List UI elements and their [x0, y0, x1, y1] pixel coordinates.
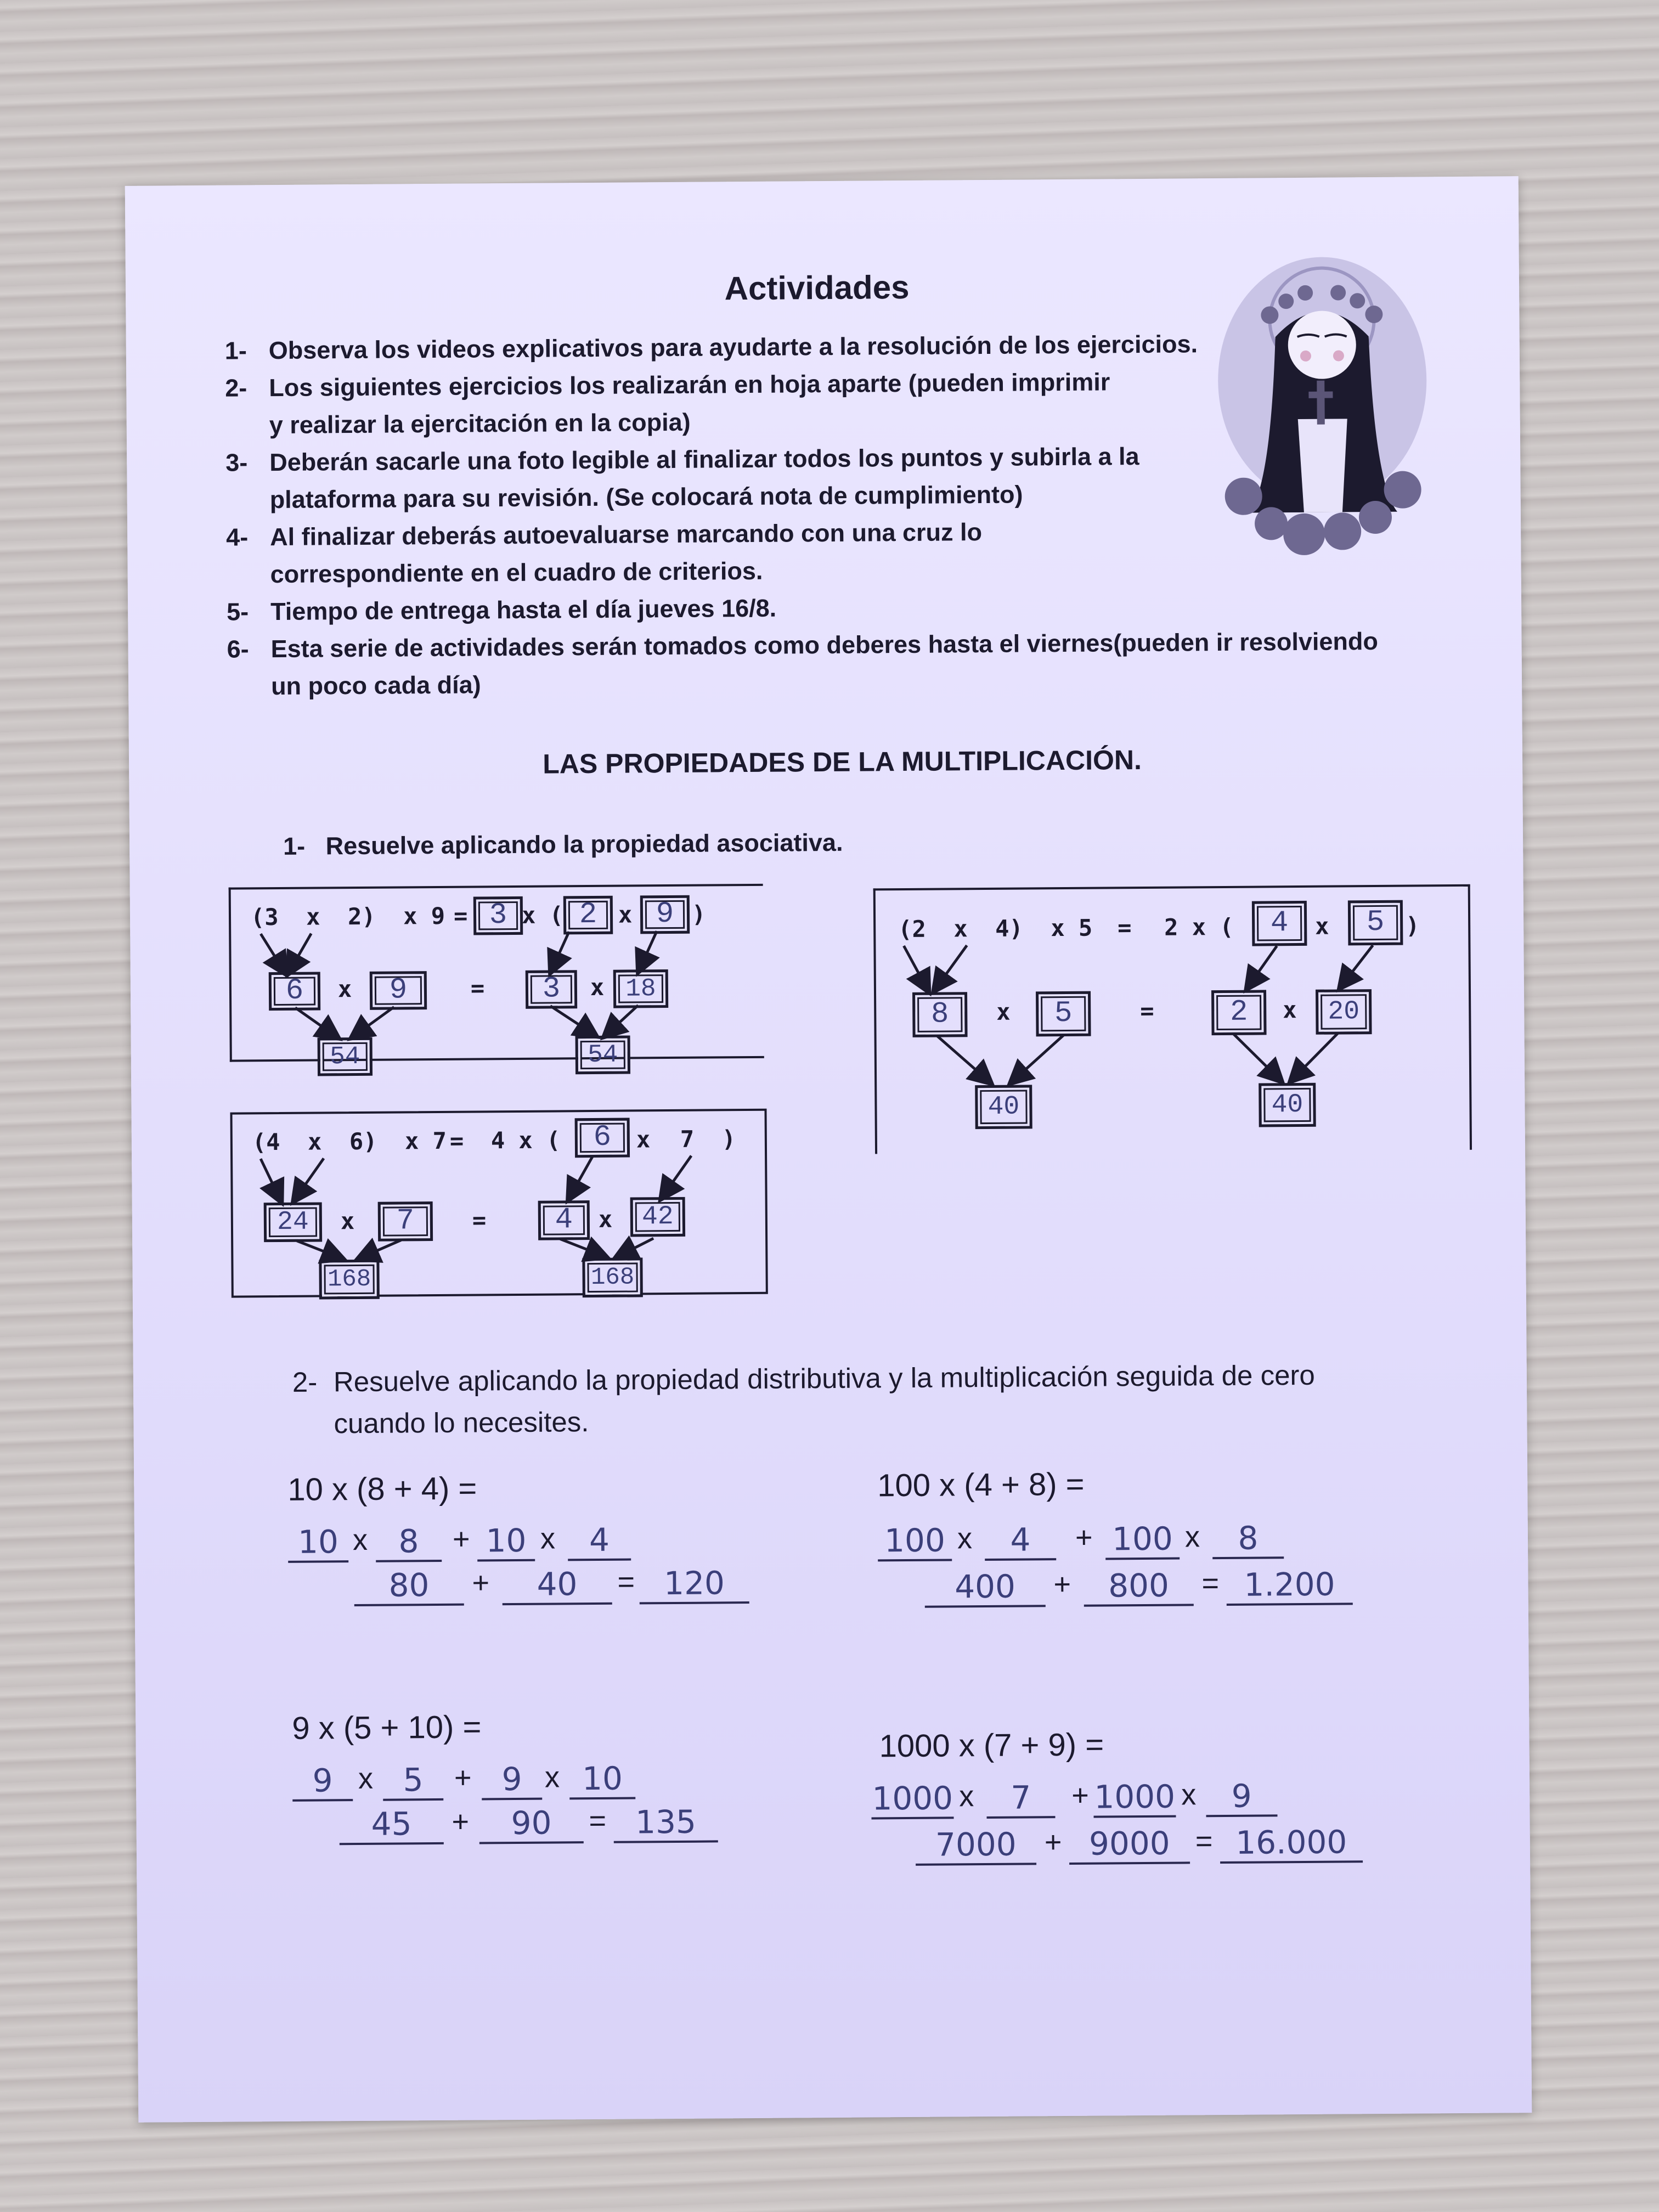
operator: + [452, 1522, 470, 1556]
expression: (3 x 2) x 9 [250, 902, 445, 931]
operator: x [337, 975, 352, 1003]
handwritten-answer: 7 [986, 1779, 1055, 1819]
operator: 2 x ( [1164, 913, 1234, 941]
operator: x [618, 901, 633, 928]
handwritten-answer: 80 [354, 1566, 464, 1606]
handwritten-answer: 45 [339, 1805, 443, 1845]
formula: 10 x (8 + 4) = [287, 1470, 477, 1508]
instruction-text: Al finalizar deberás autoevaluarse marcando con una cruz lo correspondiente en el cuadro de criterios. [270, 518, 983, 589]
answer-box: 6 [269, 972, 320, 1011]
page-title: Actividades [724, 268, 910, 307]
operator: x [959, 1780, 974, 1813]
formula: 9 x (5 + 10) = [292, 1709, 482, 1746]
operator: + [1071, 1779, 1089, 1812]
instruction-text: Observa los videos explicativos para ayudarte a la resolución de los ejercicios. [268, 330, 1198, 365]
operator: x [996, 998, 1011, 1025]
instruction-number: 5- [226, 597, 249, 626]
operator: ) [691, 900, 706, 928]
instruction-number: 2- [225, 374, 247, 402]
exercise-number: 1- [283, 832, 306, 860]
operator: 4 x ( [490, 1126, 561, 1154]
answer-box: 9 [640, 895, 690, 934]
operator: x [544, 1760, 560, 1794]
handwritten-answer: 10 [569, 1759, 635, 1799]
operator: = [589, 1804, 607, 1838]
handwritten-answer: 9 [292, 1762, 353, 1802]
instruction-text: Deberán sacarle una foto legible al finalizar todos los puntos y subirla a la plataforma para su revisión. (Se colocará nota de cumplimiento) [269, 442, 1139, 514]
answer-box: 18 [613, 969, 668, 1008]
formula: 1000 x (7 + 9) = [879, 1726, 1104, 1764]
instruction-number: 3- [225, 448, 248, 477]
handwritten-answer: 800 [1084, 1566, 1193, 1606]
operator: + [454, 1761, 472, 1795]
handwritten-answer: 100 [1105, 1520, 1180, 1560]
operator: + [1075, 1521, 1093, 1554]
equals-sign: = [449, 1127, 464, 1154]
handwritten-answer: 7000 [916, 1825, 1036, 1866]
handwritten-answer: 40 [502, 1565, 612, 1605]
handwritten-answer: 8 [1212, 1519, 1284, 1559]
operator: x [1184, 1520, 1200, 1554]
operator: x [1283, 996, 1297, 1024]
operator: x [1315, 912, 1329, 940]
equals-sign: = [472, 1206, 487, 1234]
operator: + [1044, 1826, 1062, 1859]
expression: (2 x 4) x 5 [898, 914, 1093, 943]
operator: ) [1406, 912, 1420, 939]
handwritten-answer: 1.200 [1226, 1565, 1352, 1606]
handwritten-answer: 4 [568, 1521, 631, 1561]
result-box: 168 [582, 1257, 643, 1297]
operator: x [352, 1523, 368, 1557]
expression: (4 x 6) x 7 [252, 1127, 447, 1156]
answer-box: 9 [370, 971, 427, 1010]
instruction-number: 4- [226, 523, 249, 551]
answer-box: 6 [575, 1118, 630, 1158]
handwritten-answer: 400 [924, 1567, 1045, 1608]
section-title: LAS PROPIEDADES DE LA MULTIPLICACIÓN. [543, 744, 1142, 780]
result-box: 54 [575, 1036, 630, 1075]
operator: x [340, 1207, 355, 1235]
result-box: 54 [318, 1037, 373, 1076]
equals-sign: = [1118, 914, 1132, 941]
exercise-number: 2- [292, 1366, 318, 1398]
instruction-text: Esta serie de actividades serán tomados como deberes hasta el viernes(pueden ir resolviendo un poco cada día) [270, 627, 1379, 701]
handwritten-answer: 1000 [1093, 1778, 1176, 1818]
operator: x [358, 1762, 374, 1796]
formula: 100 x (4 + 8) = [877, 1466, 1085, 1504]
instruction-text: Tiempo de entrega hasta el día jueves 16/8. [270, 594, 777, 626]
equals-sign: = [453, 902, 468, 929]
answer-box: 3 [526, 970, 577, 1009]
answer-box: 4 [538, 1200, 590, 1240]
answer-box: 2 [1211, 990, 1267, 1035]
instruction-number: 6- [227, 635, 249, 663]
operator: + [1053, 1567, 1071, 1601]
operator: + [452, 1805, 470, 1838]
equals-sign: = [1140, 997, 1154, 1025]
answer-box: 5 [1036, 991, 1091, 1037]
answer-box: 3 [473, 896, 523, 935]
answer-box: 8 [912, 992, 968, 1037]
handwritten-answer: 10 [477, 1522, 535, 1562]
handwritten-answer: 4 [985, 1521, 1056, 1561]
operator: x [636, 1126, 651, 1153]
handwritten-answer: 5 [383, 1761, 444, 1801]
operator: = [1195, 1825, 1213, 1858]
answer-box: 2 [563, 896, 613, 935]
handwritten-answer: 9000 [1069, 1824, 1190, 1865]
handwritten-answer: 135 [613, 1803, 718, 1843]
handwritten-answer: 100 [878, 1521, 952, 1561]
exercise-2-heading [292, 1354, 1390, 1445]
handwritten-answer: 1000 [871, 1779, 953, 1819]
operator: x [1181, 1778, 1197, 1812]
handwritten-answer: 16.000 [1220, 1823, 1363, 1864]
operator: = [1201, 1567, 1220, 1600]
exercise-text: Resuelve aplicando la propiedad asociativa. [325, 828, 843, 860]
result-box: 40 [975, 1085, 1032, 1129]
operator: = [617, 1565, 635, 1599]
instruction-text: Los siguientes ejercicios los realizarán en hoja aparte (pueden imprimir y realizar la ejercitación en la copia) [269, 368, 1110, 439]
handwritten-answer: 9 [1206, 1777, 1277, 1817]
handwritten-answer: 9 [482, 1760, 543, 1801]
result-box: 40 [1259, 1083, 1316, 1127]
result-box: 168 [319, 1260, 379, 1300]
operator: x [540, 1522, 556, 1555]
handwritten-answer: 10 [288, 1523, 349, 1563]
operator: x [957, 1522, 973, 1555]
operator: + [472, 1566, 490, 1600]
operator: 7 ) [680, 1125, 736, 1153]
exercise-text: Resuelve aplicando la propiedad distributiva y la multiplicación seguida de cero cuando lo necesites. [333, 1359, 1315, 1440]
answer-box: 24 [264, 1202, 323, 1242]
answer-box: 7 [378, 1201, 433, 1242]
equals-sign: = [470, 974, 485, 1002]
answer-box: 5 [1348, 900, 1403, 946]
operator: x [590, 973, 605, 1001]
operator: x ( [521, 901, 564, 929]
answer-box: 20 [1316, 989, 1372, 1035]
handwritten-answer: 8 [376, 1522, 442, 1562]
answer-box: 4 [1252, 901, 1307, 946]
handwritten-answer: 90 [479, 1804, 583, 1844]
answer-box: 42 [630, 1197, 686, 1237]
instruction-number: 1- [224, 336, 247, 365]
handwritten-answer: 120 [639, 1564, 749, 1604]
worksheet-page [125, 176, 1532, 2123]
operator: x [598, 1205, 613, 1233]
